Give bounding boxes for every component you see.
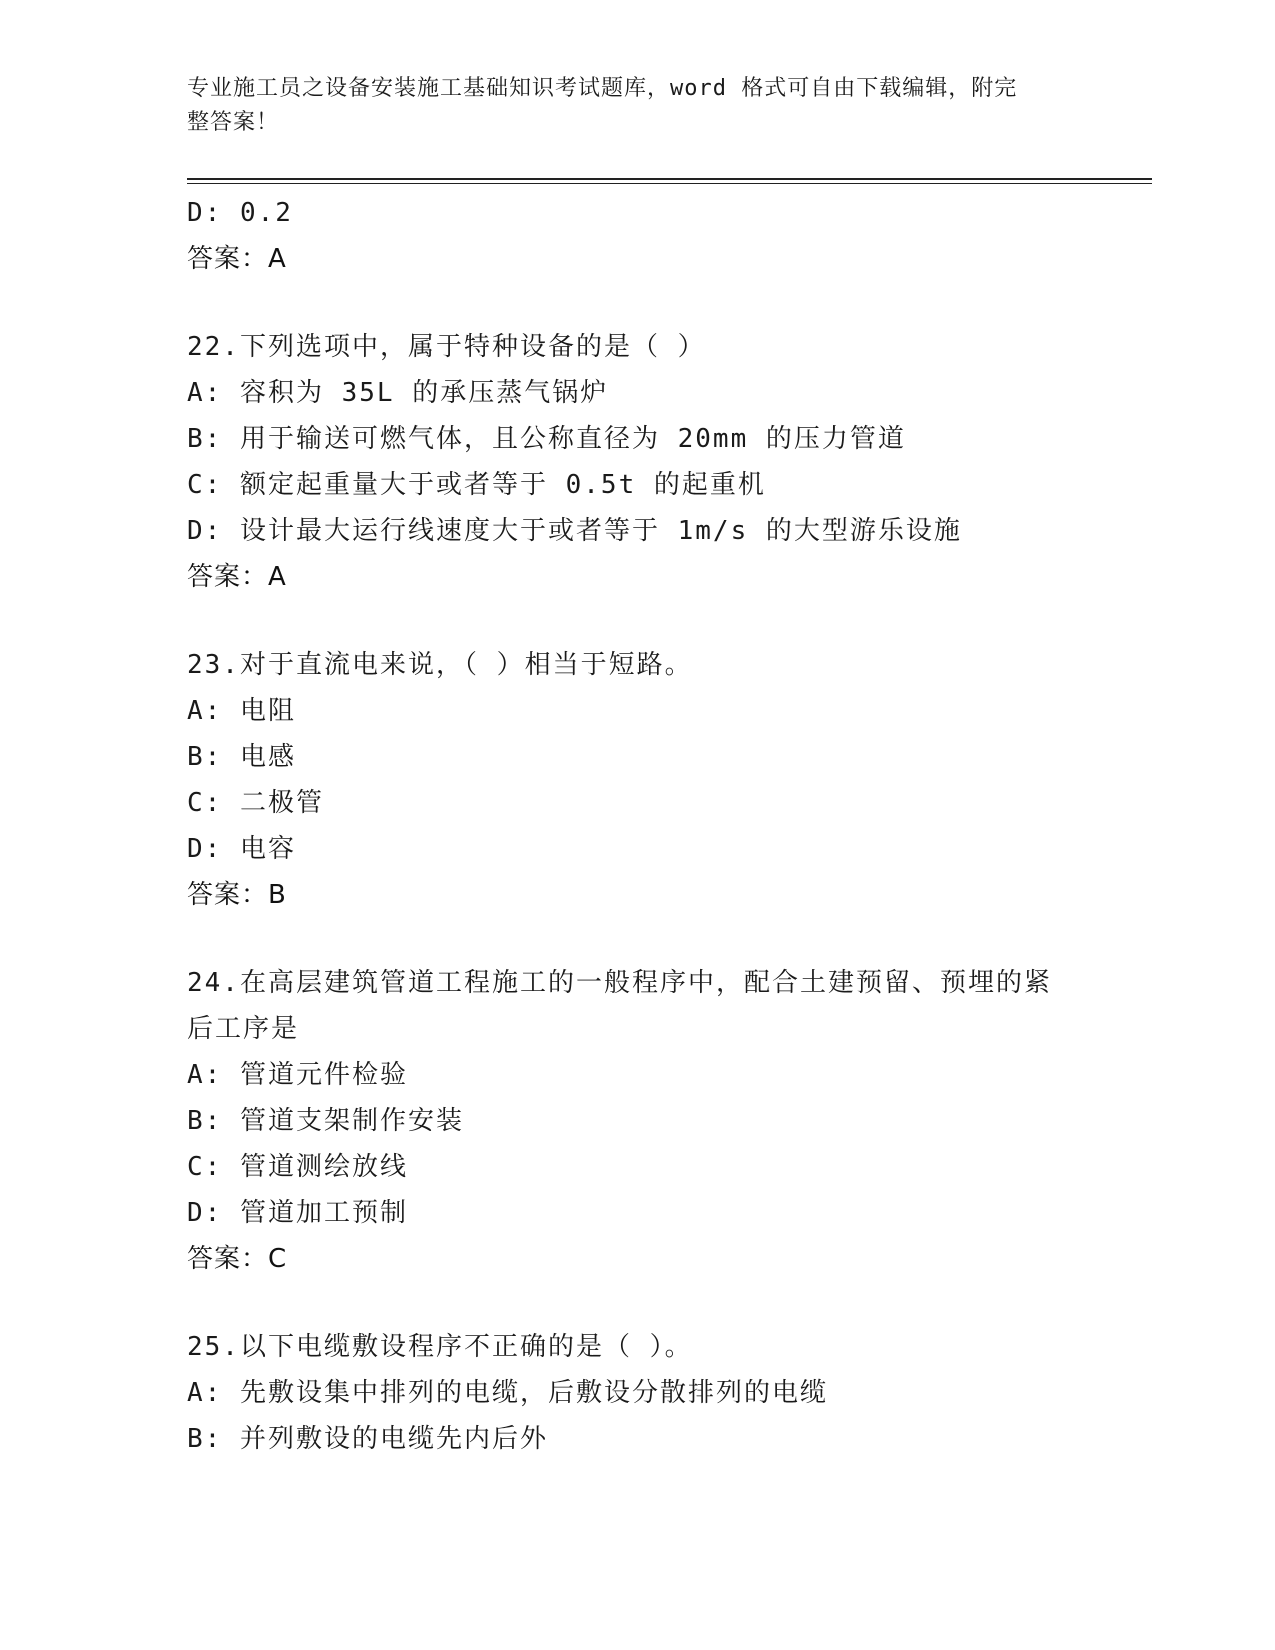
question-22-option-c: C: 额定起重量大于或者等于 0.5t 的起重机 <box>187 470 766 500</box>
question-23 <box>187 642 1147 918</box>
header-text-line-1: 专业施工员之设备安装施工基础知识考试题库，word 格式可自由下载编辑，附完 <box>187 76 1018 101</box>
question-23-option-a: A: 电阻 <box>187 696 296 726</box>
prev-question-option-d: D: 0.2 <box>187 198 293 228</box>
question-22-option-b: B: 用于输送可燃气体，且公称直径为 20mm 的压力管道 <box>187 424 906 454</box>
question-24-text-line-1: 24.在高层建筑管道工程施工的一般程序中，配合土建预留、预埋的紧 <box>187 968 1052 998</box>
header-divider-thin <box>187 183 1152 184</box>
question-24-option-d: D: 管道加工预制 <box>187 1198 408 1228</box>
question-24-option-c: C: 管道测绘放线 <box>187 1152 408 1182</box>
question-22 <box>187 324 1147 600</box>
question-22-text: 22.下列选项中，属于特种设备的是（ ） <box>187 332 706 362</box>
question-22-option-d: D: 设计最大运行线速度大于或者等于 1m/s 的大型游乐设施 <box>187 516 962 546</box>
prev-question-answer: 答案：A <box>187 244 287 274</box>
question-22-answer: 答案：A <box>187 562 287 592</box>
document-header <box>187 72 1067 140</box>
question-23-option-b: B: 电感 <box>187 742 296 772</box>
question-23-answer: 答案：B <box>187 880 287 910</box>
question-24-answer: 答案：C <box>187 1244 288 1274</box>
question-24-option-b: B: 管道支架制作安装 <box>187 1106 464 1136</box>
header-divider-thick <box>187 178 1152 180</box>
question-spacer <box>187 600 1147 642</box>
question-spacer <box>187 918 1147 960</box>
question-24 <box>187 960 1147 1282</box>
question-25-text: 25.以下电缆敷设程序不正确的是（ ）。 <box>187 1332 693 1362</box>
question-25-option-b: B: 并列敷设的电缆先内后外 <box>187 1424 548 1454</box>
question-24-text-line-2: 后工序是 <box>187 1014 300 1044</box>
question-22-option-a: A: 容积为 35L 的承压蒸气锅炉 <box>187 378 609 408</box>
question-25 <box>187 1324 1147 1462</box>
header-text-line-2: 整答案！ <box>187 110 280 135</box>
document-body <box>187 190 1147 1462</box>
question-23-text: 23.对于直流电来说，（ ）相当于短路。 <box>187 650 693 680</box>
question-25-option-a: A: 先敷设集中排列的电缆，后敷设分散排列的电缆 <box>187 1378 828 1408</box>
question-23-option-c: C: 二极管 <box>187 788 324 818</box>
question-spacer <box>187 1282 1147 1324</box>
question-spacer <box>187 282 1147 324</box>
question-23-option-d: D: 电容 <box>187 834 296 864</box>
question-24-option-a: A: 管道元件检验 <box>187 1060 408 1090</box>
